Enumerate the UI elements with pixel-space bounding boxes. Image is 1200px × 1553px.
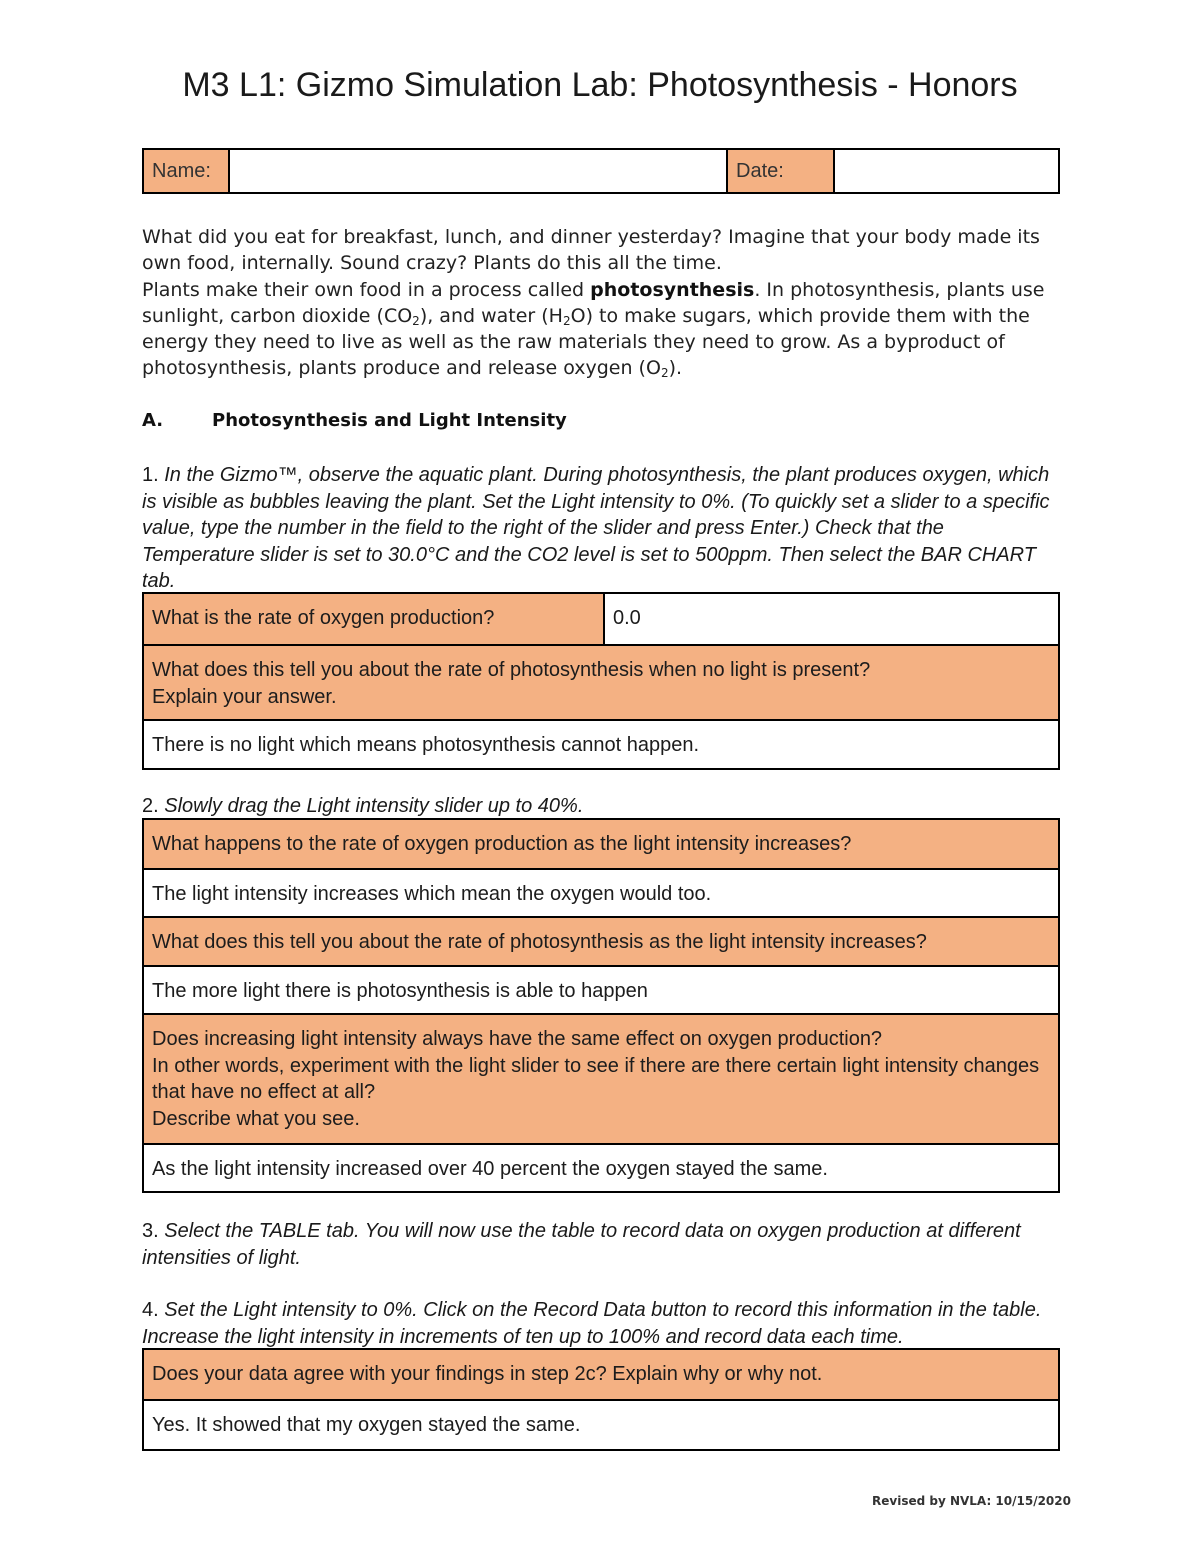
answer-cell[interactable]: As the light intensity increased over 40 percent the oxygen stayed the same. [144, 1145, 1058, 1193]
name-field[interactable] [228, 150, 726, 192]
answer-cell[interactable]: Yes. It showed that my oxygen stayed the same. [144, 1401, 1058, 1451]
answer-cell[interactable]: The more light there is photosynthesis is able to happen [144, 967, 1058, 1015]
date-label: Date: [726, 150, 833, 192]
answer-cell[interactable]: The light intensity increases which mean the oxygen would too. [144, 870, 1058, 918]
intro-paragraph-2: Plants make their own food in a process called photosynthesis. In photosynthesis, plants use sunlight, carbon dioxide $(CO_2)$, and water $(H_2O)$ to make sugars, which provide them with the energy they need to live as well as the raw materials they need to grow. As a byproduct of photosynthesis, plants produce and release oxygen $(O_2)$. [142, 278, 1045, 381]
revision-footer: Revised by NVLA: 10/15/2020 [872, 1494, 1071, 1508]
table-row [144, 594, 1058, 646]
question-cell: Does increasing light intensity always have the same effect on oxygen production? In other words, experiment with the light slider to see if there are there certain light intensity changes that have no effect at all? Describe what you see. [144, 1015, 1058, 1145]
intro-paragraph-1: What did you eat for breakfast, lunch, and dinner yesterday? Imagine that your body made its own food, internally. Sound crazy? Plants do this all the time. [142, 226, 1040, 275]
photosynthesis-term: photosynthesis [590, 278, 755, 301]
date-field[interactable] [833, 150, 1058, 192]
step-3-instruction: 3. Select the TABLE tab. You will now use the table to record data on oxygen production at different intensities of light. [142, 1220, 1021, 1269]
section-heading [142, 410, 567, 431]
section-title: Photosynthesis and Light Intensity [212, 410, 567, 431]
question-cell: Does your data agree with your findings in step 2c? Explain why or why not. [144, 1350, 1058, 1401]
page-title: M3 L1: Gizmo Simulation Lab: Photosynthesis - Honors [182, 66, 1018, 104]
step-2-instruction: 2. Slowly drag the Light intensity slider up to 40%. [142, 795, 584, 817]
name-label: Name: [144, 150, 228, 192]
question-table-2 [142, 818, 1060, 1193]
name-date-row [142, 148, 1060, 194]
section-letter: A. [142, 410, 164, 431]
question-cell: What happens to the rate of oxygen production as the light intensity increases? [144, 820, 1058, 870]
answer-cell[interactable]: There is no light which means photosynthesis cannot happen. [144, 721, 1058, 770]
step-1-instruction: 1. In the Gizmo™, observe the aquatic plant. During photosynthesis, the plant produces oxygen, which is visible as bubbles leaving the plant. Set the Light intensity to 0%. (To quickly set a slider to a specific value, type the number in the field to the right of the slider and press Enter.) Check that the Temperature slider is set to 30.0°C and the CO2 level is set to 500ppm. Then select the BAR CHART tab. [142, 464, 1050, 592]
step-4-instruction: 4. Set the Light intensity to 0%. Click on the Record Data button to record this information in the table. Increase the light intensity in increments of ten up to 100% and record data each time. [142, 1299, 1042, 1348]
question-cell: What does this tell you about the rate of photosynthesis as the light intensity increases? [144, 918, 1058, 967]
question-cell: What does this tell you about the rate of photosynthesis when no light is present? Explain your answer. [144, 646, 1058, 721]
answer-cell[interactable]: 0.0 [603, 594, 1058, 644]
question-table-3 [142, 1348, 1060, 1451]
question-cell: What is the rate of oxygen production? [144, 594, 603, 644]
question-table-1 [142, 592, 1060, 770]
intro-text [142, 224, 1072, 382]
